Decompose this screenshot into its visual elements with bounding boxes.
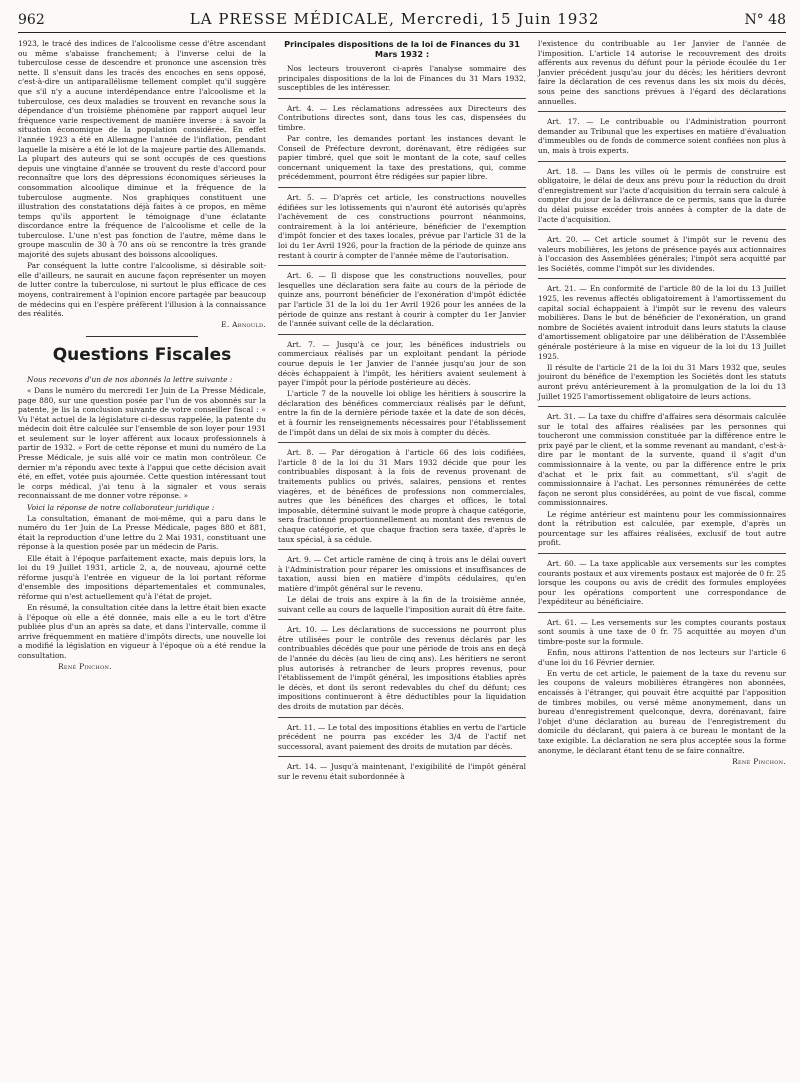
article-11: Art. 11. — Le total des impositions établies en vertu de l'article précédent ne pourra pas excéder les 3/4 de l'actif net successoral, avant paiement des droits de mutation par décès. (278, 722, 526, 751)
article-7: Art. 7. — Jusqu'à ce jour, les bénéfices industriels ou commerciaux réalisés par un exploitant pendant la période courue depuis le 1er Janvier de l'année jusqu'au jour de son décès échappaient à l'impôt, les héritiers avaient seulement à payer l'impôt pour la période postérieure au décès. (278, 339, 526, 388)
paragraph: Il résulte de l'article 21 de la loi du 31 Mars 1932 que, seules jouiront du bénéfice de l'exemption les Sociétés dont les statuts auront prévu antérieurement à la promulgation de la loi du 13 Juillet 1925 l'amortissement obligatoire de leurs actions. (538, 362, 786, 401)
article-31: Art. 31. — La taxe du chiffre d'affaires sera désormais calculée sur le total des affaires réalisées par les personnes qui toucheront une commission constituée par la différence entre le prix payé par le client, et la somme revenant au mandant, c'est-à-dire par le montant de la survente, quand il s'agit d'un commissionnaire à la vente, ou par la différence entre le prix d'achat et le prix fait au commettant, s'il s'agit de commissionnaire à l'achat. Les personnes rémunérées de cette façon ne seront plus considérées, au point de vue fiscal, comme commissionnaires. (538, 412, 786, 508)
paragraph: Le régime antérieur est maintenu pour les commissionnaires dont la rétribution est calculée, par exemple, d'après un pourcentage sur les affaires réalisées, exclusif de tout autre profit. (538, 509, 786, 548)
paragraph: En vertu de cet article, le paiement de la taxe du revenu sur les coupons de valeurs mobilières étrangères non abonnées, encaissés à l'étranger, qui pouvait être acquitté par l'apposition de timbres mobiles, ou versé même anonymement, dans un bureau d'enregistrement quelconque, devra, dorénavant, faire l'objet d'une déclaration au bureau de l'enregistrement du domicile du déclarant, qui paiera à ce bureau le montant de la taxe exigible. La déclaration ne sera plus acceptée sous la forme anonyme, le déclarant étant tenu de se faire connaître. (538, 668, 786, 755)
paragraph: Le délai de trois ans expire à la fin de la troisième année, suivant celle au cours de laquelle l'imposition aurait dû être faite. (278, 595, 526, 614)
divider (538, 111, 786, 112)
divider (86, 336, 198, 337)
reply-intro: Voici la réponse de notre collaborateur juridique : (27, 502, 215, 512)
article-heading: Principales dispositions de la loi de Finances du 31 Mars 1932 : (284, 39, 520, 59)
divider (538, 229, 786, 230)
paragraph: Nos lecteurs trouveront ci-après l'analyse sommaire des principales dispositions de la loi de Finances du 31 Mars 1932, susceptibles de les intéresser. (278, 64, 526, 93)
section-title: Questions Fiscales (52, 344, 232, 365)
divider (538, 161, 786, 162)
journal-title: LA PRESSE MÉDICALE, Mercredi, 15 Juin 1932 (189, 10, 600, 28)
article-60: Art. 60. — La taxe applicable aux versements sur les comptes courants postaux et aux virements postaux est majorée de 0 fr. 25 lorsque les coupons ou avis de crédit des formules employées pour les opérations comportent une correspondance de l'expéditeur au bénéficiaire. (538, 558, 786, 607)
article-5: Art. 5. — D'après cet article, les constructions nouvelles édifiées sur les lotissements qui n'auront été autorisés qu'après l'achèvement de ces constructions pourront néanmoins, contrairement à la loi antérieure, bénéficier de l'exemption d'impôt foncier et des taxes locales, prévue par l'article 31 de la loi du 1er Avril 1926, pour la fraction de la période de quinze ans restant à courir à compter de l'année même de l'autorisation. (278, 193, 526, 260)
divider (278, 549, 526, 550)
divider (278, 717, 526, 718)
paragraph: l'existence du contribuable au 1er Janvier de l'année de l'imposition. L'article 14 autorise le recouvrement des droits afférents aux revenus du défunt pour la période écoulée du 1er Janvier précédent jusqu'au jour du décès; les héritiers devront faire la déclaration de ces revenus dans les six mois du décès, sous peine des sanctions prévues à l'égard des déclarations annuelles. (538, 39, 786, 106)
article-18: Art. 18. — Dans les villes où le permis de construire est obligatoire, le délai de deux ans prévu pour la réduction du droit d'enregistrement sur l'acte d'acquisition du terrain sera calculé à compter du jour de la délivrance de ce permis, sans que la durée du délai puisse excéder trois années à compter de la date de l'acte d'acquisition. (538, 166, 786, 224)
reader-letter: « Dans le numéro du mercredi 1er Juin de La Presse Médicale, page 880, sur une question posée par l'un de vos abonnés sur la patente, je lis la conclusion suivante de votre conseiller fiscal : « Vu l'état actuel de la législature ci-dessus rappelée, la patente du médecin doit être calculée sur l'ensemble de son loyer pour 1931 et seulement sur le loyer afférent aux locaux professionnels à partir de 1932. » Fort de cette réponse et muni du numéro de La Presse Médicale, je suis allé voir ce matin mon contrôleur. Ce dernier m'a répondu avec texte à l'appui que cette décision avait été, en effet, votée puis ajournée. Cette question intéressant tout le corps médical, j'ai tenu à la signaler et vous serais reconnaissant de me donner votre réponse. » (18, 385, 266, 501)
divider (278, 265, 526, 266)
column-2 (278, 39, 526, 783)
article-8: Art. 8. — Par dérogation à l'article 66 des lois codifiées, l'article 8 de la loi du 31 Mars 1932 décide que pour les contribuables disposant à la fois de revenus provenant de traitements publics ou privés, salaires, pensions et rentes viagères, et de bénéfices de professions non commerciales, autres que les bénéfices des charges et offices, le total imposable, déterminé suivant le mode propre à chaque catégorie, sera fractionné proportionnellement au montant des revenus de chaque catégorie, et que chaque fraction sera taxée, d'après le taux spécial, à sa cédule. (278, 448, 526, 544)
page-header (18, 10, 786, 33)
author-signature: René Pinchon. (58, 662, 112, 672)
paragraph: La consultation, émanant de moi-même, qui a paru dans le numéro du 1er Juin de La Presse Médicale, pages 880 et 881, était la reproduction d'une lettre du 2 Mai 1931, constituant une réponse à la question posée par un médecin de Paris. (18, 513, 266, 552)
article-10: Art. 10. — Les déclarations de successions ne pourront plus être utilisées pour le contrôle des revenus déclarés par les contribuables décédés que pour une période de trois ans en deçà de l'année du décès (au lieu de cinq ans). Les héritiers ne seront plus autorisés à retrancher de leurs propres revenus, pour l'établissement de l'impôt général, les impositions établies après le décès, et dont ils seront redevables du chef du défunt; ces impositions continueront à être déductibles pour la liquidation des droits de mutation par décès. (278, 625, 526, 711)
paragraph: Par conséquent la lutte contre l'alcoolisme, si désirable soit-elle d'ailleurs, ne saurait en aucune façon représenter un moyen de lutter contre la tuberculose, ni surtout le plus efficace de ces moyens, contrairement à l'opinion encore partagée par beaucoup de médecins qui en l'espère préfèrent l'illusion à la connaissance des réalités. (18, 261, 266, 319)
divider (278, 442, 526, 443)
paragraph: En résumé, la consultation citée dans la lettre était bien exacte à l'époque où elle a été donnée, mais elle a eu le tort d'être publiée plus d'un an après sa date, et dans l'intervalle, comme il arrive fréquemment en matière d'impôts directs, une nouvelle loi a modifié la législation en vigueur à l'époque où a été rendue la consultation. (18, 602, 266, 660)
article-20: Art. 20. — Cet article soumet à l'impôt sur le revenu des valeurs mobilières, les jetons de présence payés aux actionnaires à l'occasion des Assemblées générales; l'impôt sera acquitté par les Sociétés, comme l'impôt sur les dividendes. (538, 235, 786, 273)
divider (278, 756, 526, 757)
column-3 (538, 39, 786, 783)
intro-text: Nous recevons d'un de nos abonnés la lettre suivante : (27, 374, 233, 384)
divider (538, 612, 786, 613)
divider (538, 553, 786, 554)
paragraph: Elle était à l'époque parfaitement exacte, mais depuis lors, la loi du 19 Juillet 1931, article 2, a, de nouveau, ajourné cette réforme jusqu'à l'entrée en vigueur de la loi portant réforme d'ensemble des impositions départementales et communales, réforme qui n'est actuellement qu'à l'état de projet. (18, 553, 266, 601)
author-signature: René Pinchon. (732, 756, 786, 766)
author-signature: E. Arnould. (221, 320, 266, 330)
column-1 (18, 39, 266, 783)
divider (278, 187, 526, 188)
article-9: Art. 9. — Cet article ramène de cinq à trois ans le délai ouvert à l'Administration pour réparer les omissions et insuffisances de taxation, aussi bien en matière d'impôts cédulaires, qu'en matière d'impôt général sur le revenu. (278, 555, 526, 593)
divider (538, 406, 786, 407)
paragraph: L'article 7 de la nouvelle loi oblige les héritiers à souscrire la déclaration des bénéfices commerciaux réalisés par le défunt, entre la fin de la dernière période taxée et la date de son décès, et à fournir les renseignements nécessaires pour l'établissement de l'impôt dans un délai de six mois à compter du décès. (278, 389, 526, 437)
article-17: Art. 17. — Le contribuable ou l'Administration pourront demander au Tribunal que les expertises en matière d'évaluation d'immeubles ou de fonds de commerce soient confiées non plus à un, mais à trois experts. (538, 117, 786, 155)
article-21: Art. 21. — En conformité de l'article 80 de la loi du 13 Juillet 1925, les revenus affectés obligatoirement à l'amortissement du capital social échappaient à l'impôt sur le revenu des valeurs mobilières. Dans le but de bénéficier de l'exonération, un grand nombre de Sociétés avaient introduit dans leurs statuts la clause d'amortissement obligatoire par une délibération de l'Assemblée générale postérieure à la mise en vigueur de la loi du 13 Juillet 1925. (538, 284, 786, 361)
article-4: Art. 4. — Les réclamations adressées aux Directeurs des Contributions directes sont, dans tous les cas, dispensées du timbre. (278, 103, 526, 132)
issue-number: N° 48 (744, 12, 786, 28)
page-number: 962 (18, 12, 45, 28)
divider (278, 334, 526, 335)
article-14: Art. 14. — Jusqu'à maintenant, l'exigibilité de l'impôt général sur le revenu était subordonnée à (278, 762, 526, 781)
divider (538, 278, 786, 279)
article-6: Art. 6. — Il dispose que les constructions nouvelles, pour lesquelles une déclaration sera faite au cours de la période de quinze ans, pourront bénéficier de l'exonération d'impôt édictée par l'article 31 de la loi du 1er Avril 1926 pour les années de la période de quinze ans restant à courir à compter du 1er Janvier de l'année suivant celle de la déclaration. (278, 271, 526, 329)
paragraph: Enfin, nous attirons l'attention de nos lecteurs sur l'article 6 d'une loi du 16 Février dernier. (538, 648, 786, 667)
divider (278, 98, 526, 99)
columns (18, 39, 786, 783)
paragraph: Par contre, les demandes portant les instances devant le Conseil de Préfecture devront, dorénavant, être rédigées sur papier timbré, quel que soit le montant de la cote, sauf celles concernant uniquement la taxe des prestations, qui, comme précédemment, pourront être rédigées sur papier libre. (278, 134, 526, 182)
paragraph: 1923, le tracé des indices de l'alcoolisme cesse d'être ascendant ou même s'abaisse franchement; à l'inverse celui de la tuberculose cesse de descendre et prononce une ascension très nette. Il s'ensuit dans les tracés des encoches en sens opposé, c'est-à-dire un antiparallélisme tellement complet qu'il suggère que s'il n'y a aucune interdépendance entre l'alcoolisme et la tuberculose, ces deux maladies se trouvent en revanche sous la dépendance d'un troisième phénomène par rapport auquel leur fréquence varie respectivement de manière inverse : à savoir la situation économique de la population considérée. En effet l'année 1923 a été en Allemagne l'année de l'inflation, pendant laquelle la misère a été le lot de la majeure partie des Allemands. La plupart des auteurs qui se sont occupés de ces questions depuis une vingtaine d'année se trouvent du reste d'accord pour reconnaître que lors des dépressions économiques sérieuses la consommation alcoolique diminue et la fréquence de la tuberculose augmente. Nos graphiques constituent une illustration des constatations déjà faites à ce propos, en même temps qu'ils apportent le témoignage d'une éclatante discordance entre la fréquence de l'alcoolisme et celle de la tuberculose. L'une n'est pas fonction de l'autre, même dans le groupe masculin de 30 à 70 ans où se rencontre la très grande majorité des sujets abusant des boissons alcooliques. (18, 39, 266, 260)
article-61: Art. 61. — Les versements sur les comptes courants postaux sont soumis à une taxe de 0 fr. 75 acquittée au moyen d'un timbre-poste sur la formule. (538, 617, 786, 647)
divider (278, 619, 526, 620)
